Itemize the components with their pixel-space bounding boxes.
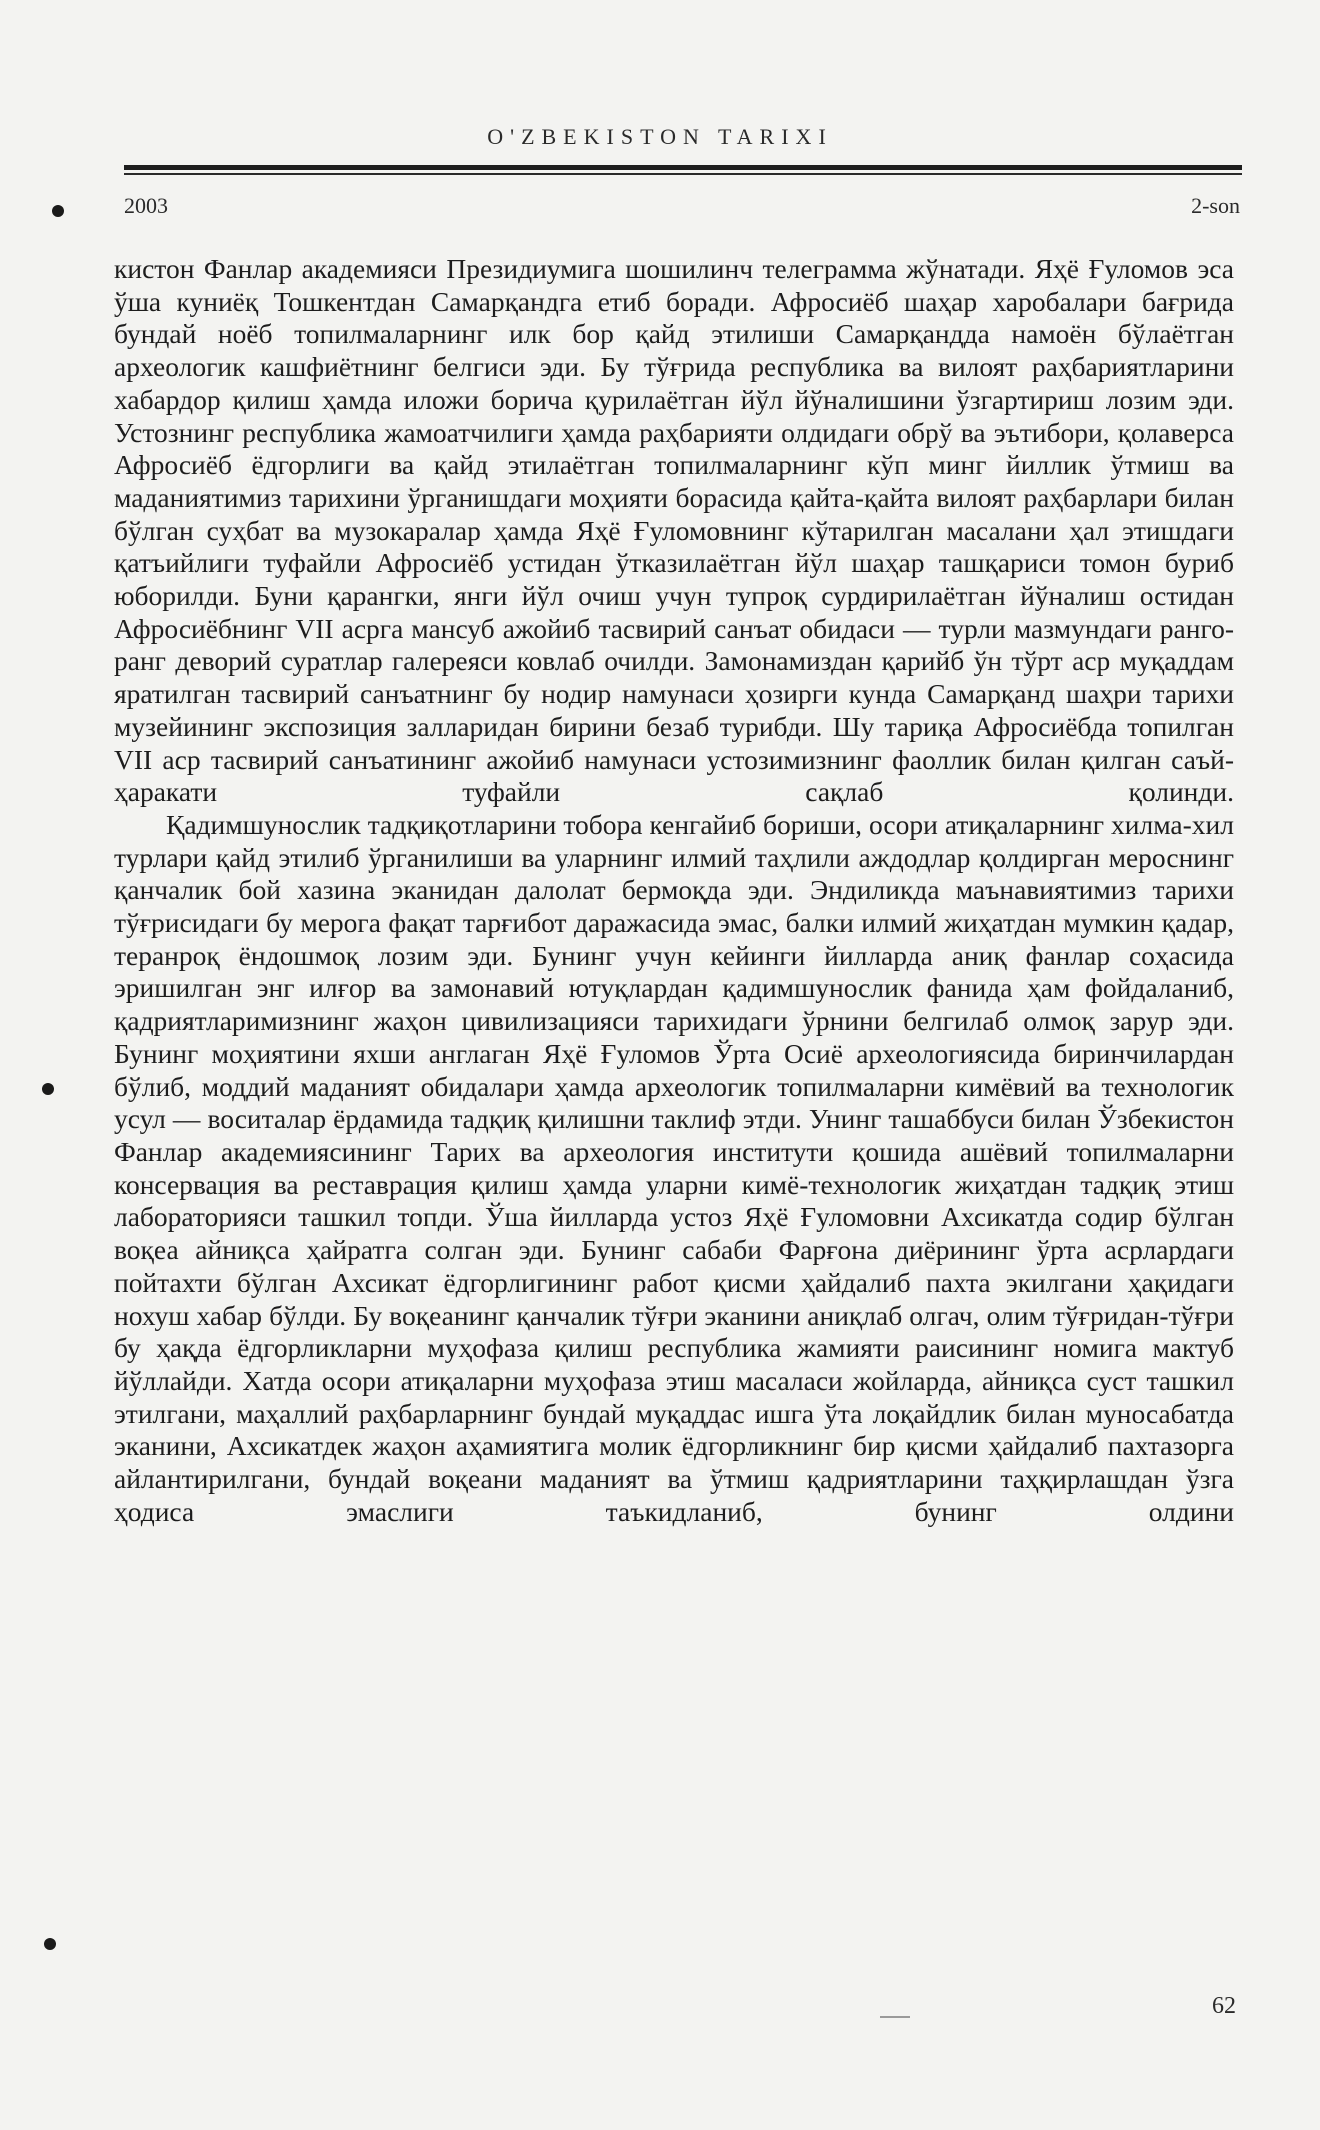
scan-mark xyxy=(880,2016,910,2018)
paragraph-1: кистон Фанлар академияси Президиумига шошилинч телеграмма жўнатади. Яҳё Ғуломов эса ўша куниёқ Тошкентдан Самарқандга етиб боради. Афросиёб шаҳар харобалари бағрида бундай ноёб топилмаларнинг илк бор қайд этилиши Самарқандда намоён бўлаётган археологик кашфиётнинг белгиси эди. Бу тўғрида республика ва вилоят раҳбариятларини хабардор қилиш ҳамда иложи борича қурилаётган йўл йўналишини ўзгартириш лозим эди. Устознинг республика жамоатчилиги ҳамда раҳбарияти олдидаги обрў ва эътибори, қолаверса Афросиёб ёдгорлиги ва қайд этилаётган топилмаларнинг кўп минг йиллик ўтмиш ва маданиятимиз тарихини ўрганишдаги моҳияти борасида қайта-қайта вилоят раҳбарлари билан бўлган суҳбат ва музокаралар ҳамда Яҳё Ғуломовнинг кўтарилган масалани ҳал этишдаги қатъийлиги туфайли Афросиёб устидан ўтказилаётган йўл шаҳар ташқариси томон буриб юборилди. Буни қарангки, янги йўл очиш учун тупроқ сурдирилаётган йўналиш остидан Афросиёбнинг VII асрга мансуб ажойиб тасвирий санъат обидаси — турли мазмундаги ранго-ранг деворий суратлар галереяси ковлаб очилди. Замонамиздан қарийб ўн тўрт аср муқаддам яратилган тасвирий санъатнинг бу нодир намунаси ҳозирги кунда Самарқанд шаҳри тарихи музейининг экспозиция залларидан бирини безаб турибди. Шу тариқа Афросиёбда топилган VII аср тасвирий санъатининг ажойиб намунаси устозимизнинг фаоллик билан қилган саъй-ҳаракати туфайли сақлаб қолинди. xyxy=(114,253,1234,808)
paragraph-2: Қадимшунослик тадқиқотларини тобора кенгайиб бориши, осори атиқаларнинг хилма-хил турлари қайд этилиб ўрганилиши ва уларнинг илмий таҳлили аждодлар қолдирган мероснинг қанчалик бой хазина эканидан далолат бермоқда эди. Эндиликда маънавиятимиз тарихи тўғрисидаги бу мерога фақат тарғибот даражасида эмас, балки илмий жиҳатдан мумкин қадар, теранроқ ёндошмоқ лозим эди. Бунинг учун кейинги йилларда аниқ фанлар соҳасида эришилган энг илғор ва замонавий ютуқлардан қадимшунослик фанида ҳам фойдаланиб, қадриятларимизнинг жаҳон цивилизацияси тарихидаги ўрнини белгилаб олмоқ зарур эди. Бунинг моҳиятини яхши англаган Яҳё Ғуломов Ўрта Осиё археологиясида биринчилардан бўлиб, моддий маданият обидалари ҳамда археологик топилмаларни кимёвий ва технологик усул — воситалар ёрдамида тадқиқ қилишни таклиф этди. Унинг ташаббуси билан Ўзбекистон Фанлар академиясининг Тарих ва археология институти қошида ашёвий топилмаларни консервация ва реставрация қилиш ҳамда уларни кимё-технологик жиҳатдан тадқиқ этиш лабораторияси ташкил топди. Ўша йилларда устоз Яҳё Ғуломовни Ахсикатда содир бўлган воқеа айниқса ҳайратга солган эди. Бунинг сабаби Фарғона диёрининг ўрта асрлардаги пойтахти бўлган Ахсикат ёдгорлигининг работ қисми ҳайдалиб пахта экилгани ҳақидаги нохуш хабар бўлди. Бу воқеанинг қанчалик тўғри эканини аниқлаб олгач, олим тўғридан-тўғри бу ҳақда ёдгорликларни муҳофаза қилиш республика жамияти раисининг номига мактуб йўллайди. Хатда осори атиқаларни муҳофаза этиш масаласи жойларда, айниқса суст ташкил этилгани, маҳаллий раҳбарларнинг бундай муқаддас ишга ўта лоқайдлик билан муносабатда эканини, Ахсикатдек жаҳон аҳамиятига молик ёдгорликнинг бир қисми ҳайдалиб пахтазорга айлантирилгани, бундай воқеани маданият ва ўтмиш қадриятларини таҳқирлашдан ўзга ҳодиса эмаслиги таъкидланиб, бунинг олдини xyxy=(114,808,1234,1527)
publication-year: 2003 xyxy=(124,193,168,218)
punch-hole-bottom xyxy=(44,1938,56,1950)
page-number: 62 xyxy=(1212,1993,1236,2019)
article-body xyxy=(114,253,1234,1528)
punch-hole-middle xyxy=(42,1083,54,1095)
issue-number: 2-son xyxy=(1191,193,1240,218)
punch-hole-top xyxy=(52,205,64,217)
journal-title: O'ZBEKISTON TARIXI xyxy=(487,124,833,149)
header-rule-thin xyxy=(124,173,1242,175)
header-rule-thick xyxy=(124,165,1242,170)
